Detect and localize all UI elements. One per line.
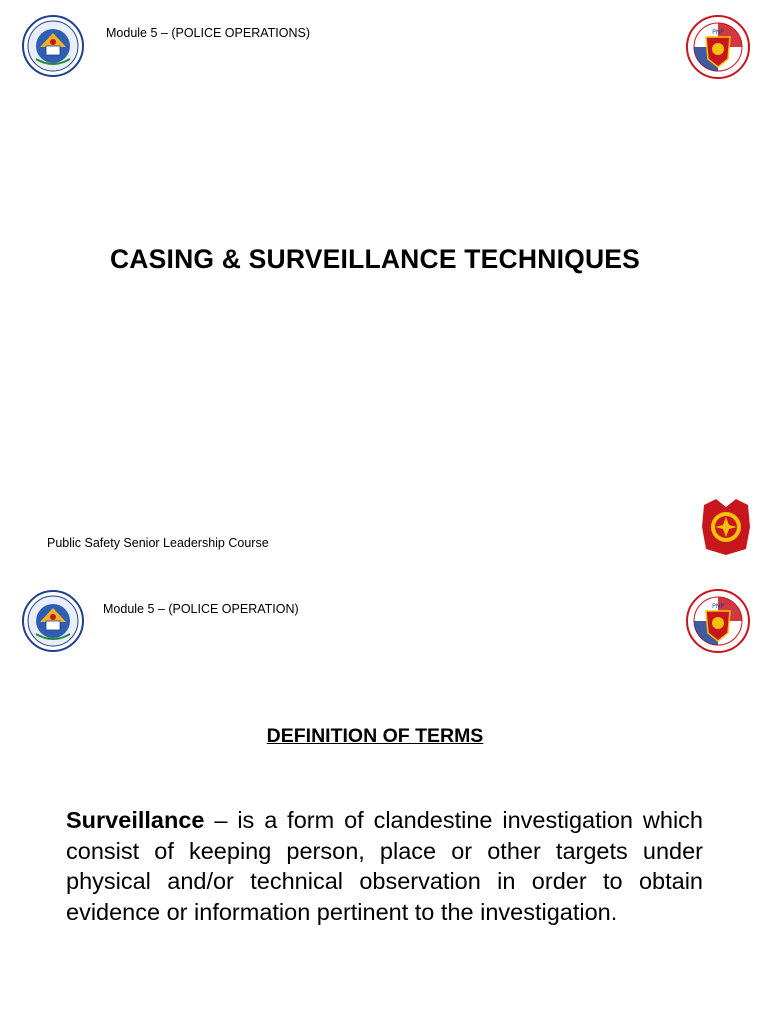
slide-definitions — [0, 575, 768, 1024]
pnp-training-institute-seal-icon — [686, 589, 750, 653]
course-footer: Public Safety Senior Leadership Course — [47, 536, 269, 550]
definition-term: Surveillance — [66, 807, 205, 833]
svg-text:PNP: PNP — [712, 603, 724, 610]
svg-text:PNP: PNP — [712, 29, 724, 36]
presentation-title: CASING & SURVEILLANCE TECHNIQUES — [109, 244, 641, 274]
module-header: Module 5 – (POLICE OPERATION) — [103, 602, 299, 616]
academy-seal-icon — [22, 590, 84, 652]
pnp-badge-icon — [700, 497, 752, 557]
module-header: Module 5 – (POLICE OPERATIONS) — [106, 26, 310, 40]
pnp-training-institute-seal-icon — [686, 15, 750, 79]
definition-text: – is a form of clandestine investigation which consist of keeping person, place or other targets under physical and/or technical observation in order to obtain evidence or information pertinent to the investigation. — [66, 807, 703, 925]
academy-seal-icon — [22, 15, 84, 77]
definitions-heading: DEFINITION OF TERMS — [266, 725, 484, 747]
definition-paragraph — [66, 805, 703, 927]
